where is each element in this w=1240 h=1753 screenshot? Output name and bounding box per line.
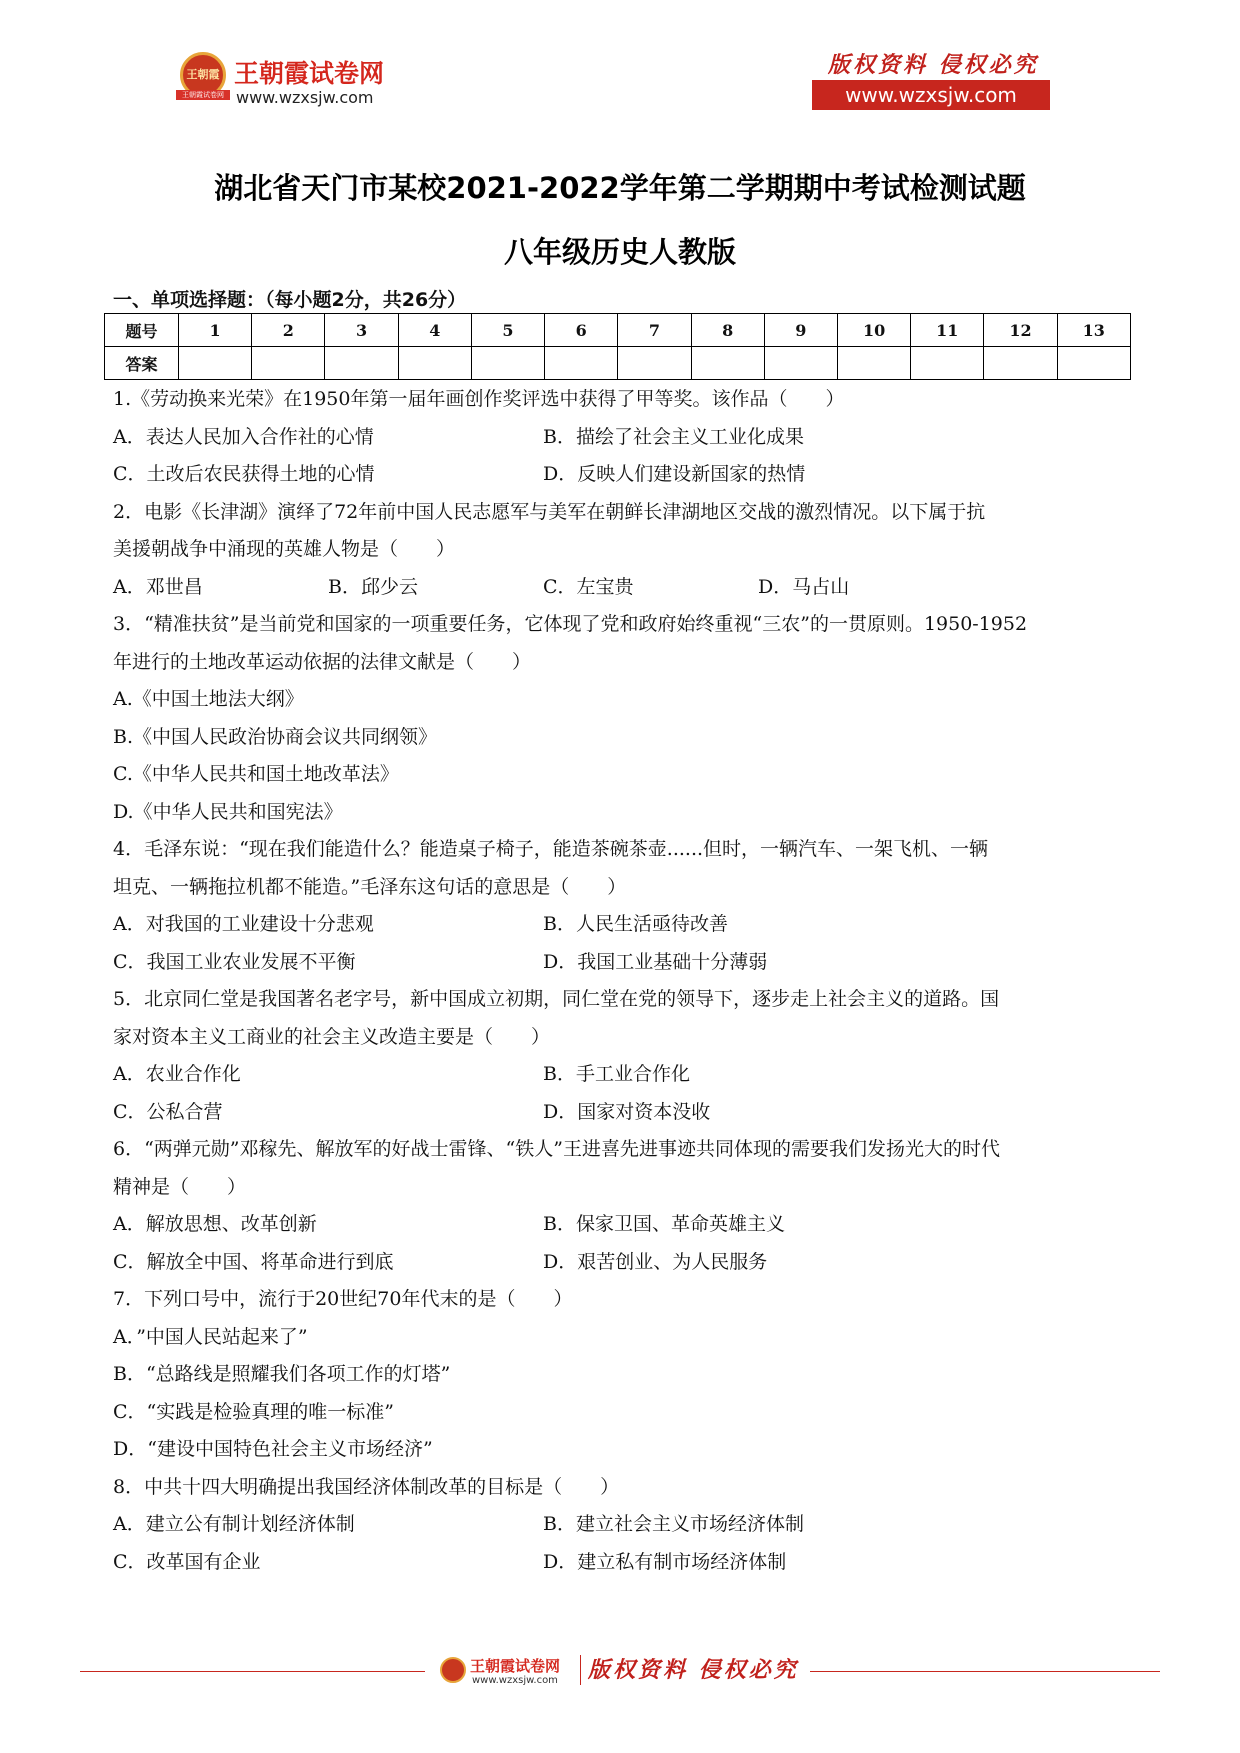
- answer-option[interactable]: A．建立公有制计划经济体制: [113, 1513, 355, 1535]
- option-row: [113, 794, 1133, 832]
- question-stem: 7．下列口号中，流行于20世纪70年代末的是（ ）: [113, 1288, 573, 1310]
- answer-option[interactable]: A．对我国的工业建设十分悲观: [113, 913, 374, 935]
- seal-icon: 王朝霞: [180, 52, 226, 98]
- footer-seal-icon: [440, 1657, 466, 1683]
- question-stem: 1.《劳动换来光荣》在1950年第一届年画创作奖评选中获得了甲等奖。该作品（ ）: [113, 388, 845, 410]
- answer-cell[interactable]: [837, 347, 910, 380]
- answer-table-number-row: [105, 314, 1131, 347]
- option-row: [113, 1319, 1133, 1357]
- exam-subtitle: 八年级历史人教版: [503, 235, 736, 269]
- answer-option[interactable]: D．国家对资本没收: [543, 1100, 711, 1123]
- option-row: [113, 1431, 1133, 1469]
- question-stem: 坦克、一辆拖拉机都不能造。”毛泽东这句话的意思是（ ）: [113, 875, 627, 898]
- answer-option[interactable]: D．建立私有制市场经济体制: [543, 1550, 787, 1573]
- answer-option[interactable]: B．建立社会主义市场经济体制: [543, 1513, 804, 1535]
- option-row: [113, 1244, 1133, 1282]
- seal-ribbon: 王朝霞试卷网: [176, 90, 230, 100]
- question-stem: 年进行的土地改革运动依据的法律文献是（ ）: [113, 650, 532, 673]
- answer-option[interactable]: A．解放思想、改革创新: [113, 1213, 317, 1235]
- answer-option[interactable]: D．马占山: [758, 575, 850, 598]
- option-row: [113, 1394, 1133, 1432]
- answer-option[interactable]: C．左宝贵: [543, 575, 634, 598]
- table-cell-number: 13: [1057, 314, 1130, 347]
- table-cell-number: 9: [764, 314, 837, 347]
- option-row: [113, 1356, 1133, 1394]
- answer-option[interactable]: C．土改后农民获得土地的心情: [113, 463, 375, 485]
- answer-option[interactable]: C．公私合营: [113, 1100, 223, 1123]
- footer-logo-url[interactable]: www.wzxsjw.com: [472, 1675, 558, 1686]
- footer-separator: [580, 1655, 581, 1685]
- table-row-label: 题号: [105, 314, 179, 347]
- table-cell-number: 8: [691, 314, 764, 347]
- option-row: [113, 756, 1133, 794]
- answer-option[interactable]: D.《中华人民共和国宪法》: [113, 800, 343, 823]
- answer-cell[interactable]: [764, 347, 837, 380]
- answer-option[interactable]: B．手工业合作化: [543, 1063, 690, 1085]
- answer-table: [104, 313, 1131, 380]
- page-footer: [0, 1645, 1240, 1705]
- answer-option[interactable]: D．我国工业基础十分薄弱: [543, 950, 768, 973]
- answer-option[interactable]: C.《中华人民共和国土地改革法》: [113, 763, 399, 785]
- answer-option[interactable]: A．农业合作化: [113, 1063, 241, 1085]
- option-row: [113, 1506, 1133, 1544]
- answer-cell[interactable]: [545, 347, 618, 380]
- answer-option[interactable]: A．表达人民加入合作社的心情: [113, 425, 374, 448]
- footer-logo-name: 王朝霞试卷网: [470, 1657, 561, 1675]
- question-stem: 家对资本主义工商业的社会主义改造主要是（ ）: [113, 1025, 551, 1048]
- answer-option[interactable]: B．描绘了社会主义工业化成果: [543, 425, 804, 448]
- answer-cell[interactable]: [398, 347, 471, 380]
- exam-title: 湖北省天门市某校2021-2022学年第二学期期中考试检测试题: [214, 171, 1026, 205]
- table-cell-number: 10: [837, 314, 910, 347]
- answer-cell[interactable]: [618, 347, 691, 380]
- section-heading: 一、单项选择题：（每小题2分，共26分）: [113, 289, 467, 311]
- answer-cell[interactable]: [1057, 347, 1130, 380]
- answer-option[interactable]: C．“实践是检验真理的唯一标准”: [113, 1400, 394, 1423]
- logo-url[interactable]: www.wzxsjw.com: [236, 88, 374, 107]
- question-stem: 5．北京同仁堂是我国著名老字号，新中国成立初期，同仁堂在党的领导下，逐步走上社会主义的道路。国: [113, 988, 1000, 1010]
- question-stem: 6．“两弹元勋”邓稼先、解放军的好战士雷锋、“铁人”王进喜先进事迹共同体现的需要我们发扬光大的时代: [113, 1138, 1000, 1160]
- answer-option[interactable]: C．改革国有企业: [113, 1550, 261, 1573]
- footer-copyright: 版权资料 侵权必究: [588, 1657, 799, 1683]
- table-cell-number: 11: [911, 314, 984, 347]
- footer-divider-right: [810, 1671, 1160, 1672]
- option-row: [113, 1206, 1133, 1244]
- site-logo[interactable]: [180, 50, 420, 120]
- table-cell-number: 7: [618, 314, 691, 347]
- table-row-label: 答案: [105, 347, 179, 380]
- option-row: [113, 944, 1133, 982]
- answer-option[interactable]: B．保家卫国、革命英雄主义: [543, 1213, 785, 1235]
- answer-option[interactable]: B．邱少云: [328, 575, 418, 598]
- question-stem: 4．毛泽东说：“现在我们能造什么？能造桌子椅子，能造茶碗茶壶......但时，一辆汽车、一架飞机、一辆: [113, 838, 989, 860]
- answer-option[interactable]: C．我国工业农业发展不平衡: [113, 950, 356, 973]
- answer-cell[interactable]: [471, 347, 544, 380]
- answer-cell[interactable]: [252, 347, 325, 380]
- option-row: [113, 569, 1133, 607]
- answer-cell[interactable]: [179, 347, 252, 380]
- answer-option[interactable]: D．反映人们建设新国家的热情: [543, 463, 806, 485]
- option-row: [113, 456, 1133, 494]
- table-cell-number: 12: [984, 314, 1057, 347]
- answer-option[interactable]: B．“总路线是照耀我们各项工作的灯塔”: [113, 1363, 451, 1385]
- option-row: [113, 681, 1133, 719]
- question-stem: 3．“精准扶贫”是当前党和国家的一项重要任务，它体现了党和政府始终重视“三农”的一贯原则。1950-1952: [113, 613, 1028, 635]
- answer-cell[interactable]: [911, 347, 984, 380]
- answer-option[interactable]: A.《中国土地法大纲》: [113, 688, 304, 710]
- answer-cell[interactable]: [325, 347, 398, 380]
- answer-option[interactable]: A．”中国人民站起来了”: [113, 1325, 308, 1348]
- answer-option[interactable]: D．艰苦创业、为人民服务: [543, 1250, 768, 1273]
- option-row: [113, 419, 1133, 457]
- option-row: [113, 719, 1133, 757]
- answer-cell[interactable]: [691, 347, 764, 380]
- option-row: [113, 906, 1133, 944]
- table-cell-number: 4: [398, 314, 471, 347]
- table-cell-number: 3: [325, 314, 398, 347]
- answer-option[interactable]: B.《中国人民政治协商会议共同纲领》: [113, 725, 438, 748]
- option-row: [113, 1544, 1133, 1582]
- answer-option[interactable]: C．解放全中国、将革命进行到底: [113, 1250, 394, 1273]
- logo-name: 王朝霞试卷网: [234, 59, 385, 88]
- question-stem: 8．中共十四大明确提出我国经济体制改革的目标是（ ）: [113, 1475, 620, 1498]
- table-cell-number: 6: [545, 314, 618, 347]
- table-cell-number: 1: [179, 314, 252, 347]
- table-cell-number: 2: [252, 314, 325, 347]
- answer-table-answer-row: [105, 347, 1131, 380]
- question-list: [113, 381, 1133, 1581]
- question-stem: 2．电影《长津湖》演绎了72年前中国人民志愿军与美军在朝鲜长津湖地区交战的激烈情况。以下属于抗: [113, 500, 986, 523]
- footer-divider-left: [80, 1671, 425, 1672]
- copyright-url[interactable]: www.wzxsjw.com: [812, 80, 1050, 110]
- answer-cell[interactable]: [984, 347, 1057, 380]
- table-cell-number: 5: [471, 314, 544, 347]
- answer-option[interactable]: D．“建设中国特色社会主义市场经济”: [113, 1438, 433, 1460]
- question-stem: 精神是（ ）: [113, 1175, 247, 1198]
- page-header: [0, 0, 1240, 130]
- copyright-text: 版权资料 侵权必究: [828, 52, 1039, 78]
- option-row: [113, 1094, 1133, 1132]
- option-row: [113, 1056, 1133, 1094]
- copyright-block: [812, 48, 1052, 113]
- answer-option[interactable]: A．邓世昌: [113, 575, 203, 598]
- question-stem: 美援朝战争中涌现的英雄人物是（ ）: [113, 538, 456, 560]
- answer-option[interactable]: B．人民生活亟待改善: [543, 913, 728, 935]
